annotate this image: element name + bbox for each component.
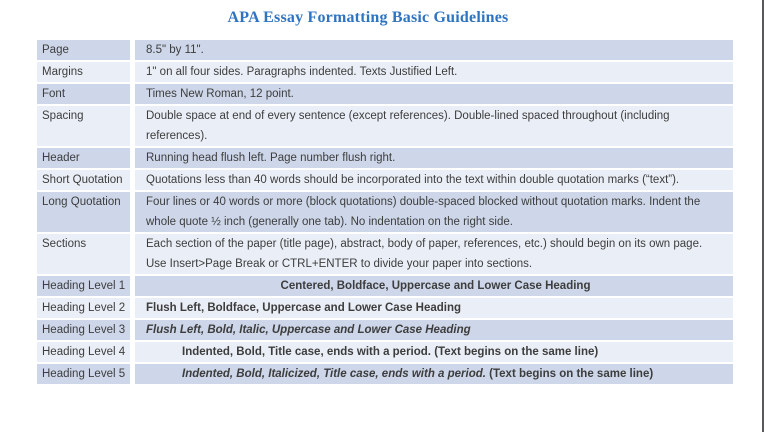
row-value: [135, 148, 733, 168]
table-row: [37, 170, 733, 190]
row-value: [135, 170, 733, 190]
row-label: Long Quotation: [37, 192, 130, 232]
row-value-segment: Indented, Bold, Italicized, Title case, ends with a period.: [182, 368, 486, 380]
screen-edge-line: [762, 0, 764, 432]
table-row: [37, 298, 733, 318]
table-row: [37, 40, 733, 60]
row-value-segment: Flush Left, Bold, Italic, Uppercase and Lower Case Heading: [146, 324, 471, 336]
row-value-segment: Four lines or 40 words or more (block quotations) double-spaced blocked without quotation marks. Indent the whole quote ½ inch (generally one tab). No indentation on the right side.: [146, 196, 701, 228]
row-label: Heading Level 1: [37, 276, 130, 296]
row-label: Short Quotation: [37, 170, 130, 190]
row-value: [135, 106, 733, 146]
guidelines-table: [37, 40, 733, 386]
row-value: [135, 84, 733, 104]
row-label: Heading Level 4: [37, 342, 130, 362]
table-row: [37, 106, 733, 146]
row-value-segment: Double space at end of every sentence (except references). Double-lined spaced throughout (including references).: [146, 110, 670, 142]
table-row: [37, 342, 733, 362]
row-value-segment: Each section of the paper (title page), abstract, body of paper, references, etc.) should begin on its own page. Use Insert>Page Break or CTRL+ENTER to divide your paper into sections.: [146, 238, 703, 270]
table-row: [37, 320, 733, 340]
table-row: [37, 192, 733, 232]
row-label: Spacing: [37, 106, 130, 146]
table-row: [37, 148, 733, 168]
row-value: [135, 342, 733, 362]
row-value-segment: (Text begins on the same line): [485, 368, 654, 380]
row-label: Sections: [37, 234, 130, 274]
table-row: [37, 62, 733, 82]
table-row: [37, 84, 733, 104]
row-label: Heading Level 3: [37, 320, 130, 340]
row-label: Margins: [37, 62, 130, 82]
row-value-segment: Centered, Boldface, Uppercase and Lower Case Heading: [280, 280, 591, 292]
row-value: [135, 298, 733, 318]
table-row: [37, 234, 733, 274]
row-value: [135, 364, 733, 384]
row-value-segment: Running head flush left. Page number flush right.: [146, 152, 396, 164]
row-label: Page: [37, 40, 130, 60]
table-row: [37, 276, 733, 296]
row-value-segment: Quotations less than 40 words should be incorporated into the text within double quotation marks (“text”).: [146, 174, 680, 186]
row-value-segment: Indented, Bold, Title case, ends with a period. (Text begins on the same line): [182, 346, 599, 358]
row-label: Font: [37, 84, 130, 104]
row-value-segment: Times New Roman, 12 point.: [146, 88, 294, 100]
row-value-segment: 1" on all four sides. Paragraphs indented. Texts Justified Left.: [146, 66, 458, 78]
row-value: [135, 40, 733, 60]
row-value: [135, 192, 733, 232]
table-row: [37, 364, 733, 384]
row-value: [135, 276, 733, 296]
row-value-segment: Flush Left, Boldface, Uppercase and Lower Case Heading: [146, 302, 462, 314]
page-title: APA Essay Formatting Basic Guidelines: [227, 9, 509, 26]
row-label: Heading Level 2: [37, 298, 130, 318]
row-value: [135, 62, 733, 82]
row-label: Heading Level 5: [37, 364, 130, 384]
row-value: [135, 234, 733, 274]
row-value-segment: 8.5" by 11".: [146, 44, 204, 56]
row-value: [135, 320, 733, 340]
row-label: Header: [37, 148, 130, 168]
